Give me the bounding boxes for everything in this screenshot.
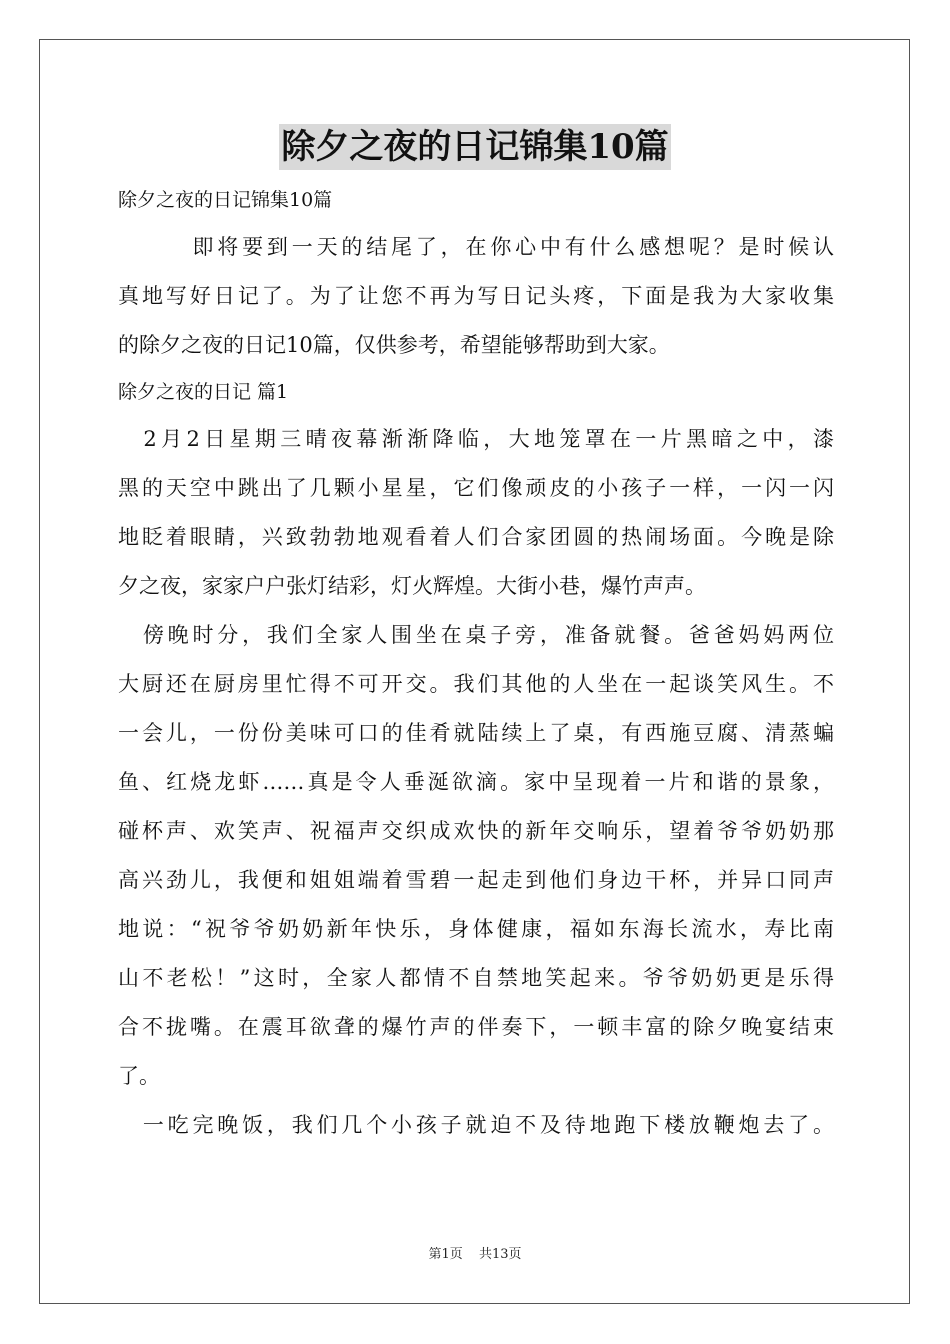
page-number: 第1页 [428, 1247, 463, 1262]
body-line: 了。 [118, 1064, 160, 1088]
body-line: 大厨还在厨房里忙得不可开交。我们其他的人坐在一起谈笑风生。不 [118, 672, 834, 696]
section-heading: 除夕之夜的日记 篇1 [118, 381, 289, 403]
body-line: 碰杯声、欢笑声、祝福声交织成欢快的新年交响乐，望着爷爷奶奶那 [118, 819, 834, 843]
document-body [118, 178, 834, 1150]
page-footer [0, 1243, 950, 1262]
body-line: 一吃完晚饭，我们几个小孩子就迫不及待地跑下楼放鞭炮去了。 [118, 1113, 834, 1137]
subtitle: 除夕之夜的日记锦集10篇 [118, 189, 333, 211]
body-line: 鱼、红烧龙虾……真是令人垂涎欲滴。家中呈现着一片和谐的景象， [118, 770, 834, 794]
intro-line: 真地写好日记了。为了让您不再为写日记头疼，下面是我为大家收集 [118, 284, 834, 308]
body-line: 黑的天空中跳出了几颗小星星，它们像顽皮的小孩子一样，一闪一闪 [118, 476, 834, 500]
body-line: 地眨着眼睛，兴致勃勃地观看着人们合家团圆的热闹场面。今晚是除 [118, 525, 834, 549]
intro-line: 的除夕之夜的日记10篇，仅供参考，希望能够帮助到大家。 [118, 333, 670, 357]
document-title: 除夕之夜的日记锦集10篇 [279, 124, 670, 170]
body-line: 高兴劲儿，我便和姐姐端着雪碧一起走到他们身边干杯，并异口同声 [118, 868, 834, 892]
page-total: 共13页 [478, 1247, 522, 1262]
body-line: 2月2日星期三晴夜幕渐渐降临，大地笼罩在一片黑暗之中，漆 [118, 427, 834, 451]
body-line: 合不拢嘴。在震耳欲聋的爆竹声的伴奏下，一顿丰富的除夕晚宴结束 [118, 1015, 834, 1039]
title-area [0, 124, 950, 170]
intro-line: 即将要到一天的结尾了，在你心中有什么感想呢？是时候认 [118, 235, 834, 259]
body-line: 山不老松！”这时，全家人都情不自禁地笑起来。爷爷奶奶更是乐得 [118, 966, 834, 990]
body-line: 傍晚时分，我们全家人围坐在桌子旁，准备就餐。爸爸妈妈两位 [118, 623, 834, 647]
body-line: 一会儿，一份份美味可口的佳肴就陆续上了桌，有西施豆腐、清蒸蝙 [118, 721, 834, 745]
body-line: 夕之夜，家家户户张灯结彩，灯火辉煌。大街小巷，爆竹声声。 [118, 574, 706, 598]
body-line: 地说：“祝爷爷奶奶新年快乐，身体健康，福如东海长流水，寿比南 [118, 917, 834, 941]
